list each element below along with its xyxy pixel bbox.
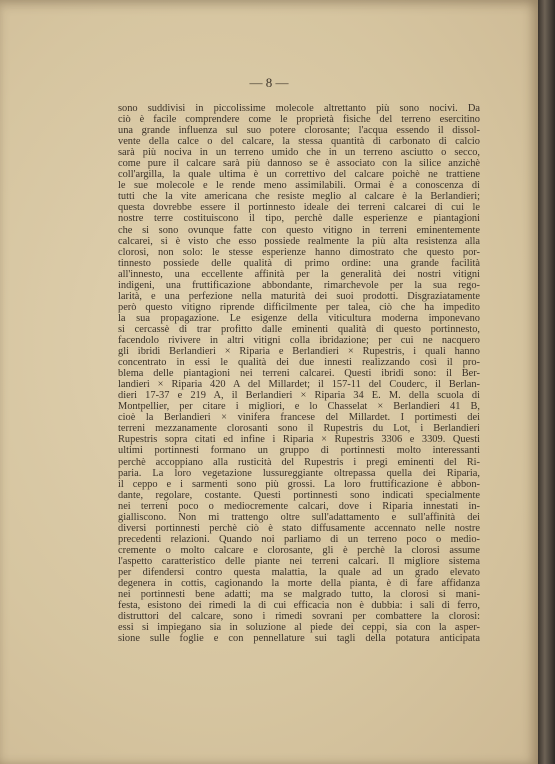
text-line: tinnesto possiede delle qualità di primo ordine: una grande facilità (118, 257, 480, 269)
text-line: dieri 17-37 e 219 A, il Berlandieri × Riparia 34 E. M. della scuola di (118, 390, 480, 402)
text-line: precedenti relazioni. Quando noi parliamo di un terreno poco o medio- (118, 533, 480, 545)
text-line: il ceppo e i sarmenti sono più grossi. La loro fruttificazione è abbon- (118, 478, 480, 490)
page-edge (538, 0, 555, 764)
text-line: calcarei, si è visto che esso possiede realmente la più alta resistenza alla (118, 235, 480, 247)
text-line: diversi portinnesti perchè ciò è stato diffusamente accennato nelle nostre (118, 522, 480, 534)
text-line: le sue molecole e le rende meno assimilabili. Ormai è a conoscenza di (118, 180, 480, 192)
text-line: coll'argilla, la quale ultima è un correttivo del calcare poichè ne trattiene (118, 169, 480, 181)
text-line: festa, esistono dei rimedi la di cui efficacia non è dubbia: i sali di ferro, (118, 600, 480, 612)
text-line: però questo vitigno riprende difficilmente per talea, ciò che ha impedito (118, 301, 480, 313)
text-line: nei portinnesti bene adatti; ma se malgrado tutto, la clorosi si mani- (118, 589, 480, 601)
text-line: vente della calce o del calcare, la stessa quantità di carbonato di calcio (118, 136, 480, 148)
text-line: si cercassè di trar profitto dalle eminenti qualità di questo portinnesto, (118, 323, 480, 335)
text-line: all'innesto, una eccellente affinità per la generalità dei nostri vitigni (118, 268, 480, 280)
text-line: facendolo rivivere in altri vitigni colla ibridazione; per cui ne nacquero (118, 334, 480, 346)
text-line: distruttori del calcare, sono i rimedi sovrani per combattere la clorosi: (118, 611, 480, 623)
text-line: degenera in cottis, cagionando la morte della pianta, è di fare affidanza (118, 578, 480, 590)
text-line: clorosi, non solo: le stesse esperienze hanno dimostrato che questo por- (118, 246, 480, 258)
text-line: sono suddivisi in piccolissime molecole altrettanto più sono nocivi. Da (118, 103, 480, 114)
text-line: che si sono ovunque fatte con questo vitigno in terreni eminentemente (118, 224, 480, 236)
text-line: cremente o molto calcare e clorosante, gli è perchè la clorosi assume (118, 544, 480, 556)
text-line: gialliscono. Non mi trattengo oltre sull'adattamento e sull'affinità dei (118, 511, 480, 523)
text-line: la sua propagazione. Le esigenze della viticultura moderna imponevano (118, 312, 480, 324)
text-line: tutti che la vite americana che resiste meglio al calcare è la Berlandieri; (118, 191, 480, 203)
text-line: Montpellier, per citare i migliori, e lo Chasselat × Berlandieri 41 B, (118, 401, 480, 413)
text-line: l'aspetto caratteristico delle piante nei terreni calcari. Il migliore sistema (118, 555, 480, 567)
text-line: essi si impiegano sia in soluzione al piede dei ceppi, sia con la asper- (118, 622, 480, 634)
text-line: nei terreni poco o mediocremente calcari, dove i Riparia innestati in- (118, 500, 480, 512)
text-line: concentrato in essi le qualità dei due innesti realizzando così il pro- (118, 357, 480, 369)
text-line: landieri × Riparia 420 A del Millardet; il 157-11 del Couderc, il Berlan- (118, 379, 480, 391)
text-line: per difendersi contro questa malattia, la quale ad un grado elevato (118, 566, 480, 578)
text-line: ciò è facile comprendere come le proprietà fisiche del terreno esercitino (118, 114, 480, 126)
text-line: nostre terre costituiscono il tipo, perchè dalle esperienze e piantagioni (118, 213, 480, 225)
text-line: ultimi portinnesti formano un gruppo di portinnesti molto interessanti (118, 445, 480, 457)
text-line: larità, e una perfezione nella maturità dei suoi prodotti. Disgraziatamente (118, 290, 480, 302)
text-line: questa dovrebbe essere il portinnesto ideale dei terreni calcarei di cui le (118, 202, 480, 214)
page-number: — 8 — (249, 75, 289, 90)
body-text (118, 103, 480, 644)
text-line: perchè accoppiano alla rusticità del Rupestris i pregi eminenti del Ri- (118, 456, 480, 468)
text-line: indigeni, una fruttificazione abbondante, rimarchevole per la sua rego- (118, 279, 480, 291)
text-line: gli ibridi Berlandieri × Riparia e Berlandieri × Rupestris, i quali hanno (118, 346, 480, 358)
text-line: terreni mezzanamente clorosanti sono il Rupestris du Lot, i Berlandieri (118, 423, 480, 435)
text-line: una grande influenza sul suo potere clorosante; l'acqua essendo il dissol- (118, 125, 480, 137)
text-line: come pure il calcare sarà più dannoso se è associato con la silice anzichè (118, 158, 480, 170)
text-line: paria. La loro vegetazione lussureggiante oltrepassa quella dei Riparia, (118, 467, 480, 479)
text-line: sione sulle foglie e con pennellature sui tagli della potatura anticipata (118, 633, 480, 645)
text-line: sarà più nociva in un terreno umido che in un terreno asciutto o secco, (118, 147, 480, 159)
text-line: cioè la Berlandieri × vinifera francese del Millardet. I portimesti dei (118, 412, 480, 424)
text-line: blema delle piantagioni nei terreni calcarei. Questi ibridi sono: il Ber- (118, 368, 480, 380)
text-line: Rupestris sopra citati ed infine i Riparia × Rupestris 3306 e 3309. Questi (118, 434, 480, 446)
text-line: dante, regolare, costante. Questi portinnesti sono indicati specialmente (118, 489, 480, 501)
